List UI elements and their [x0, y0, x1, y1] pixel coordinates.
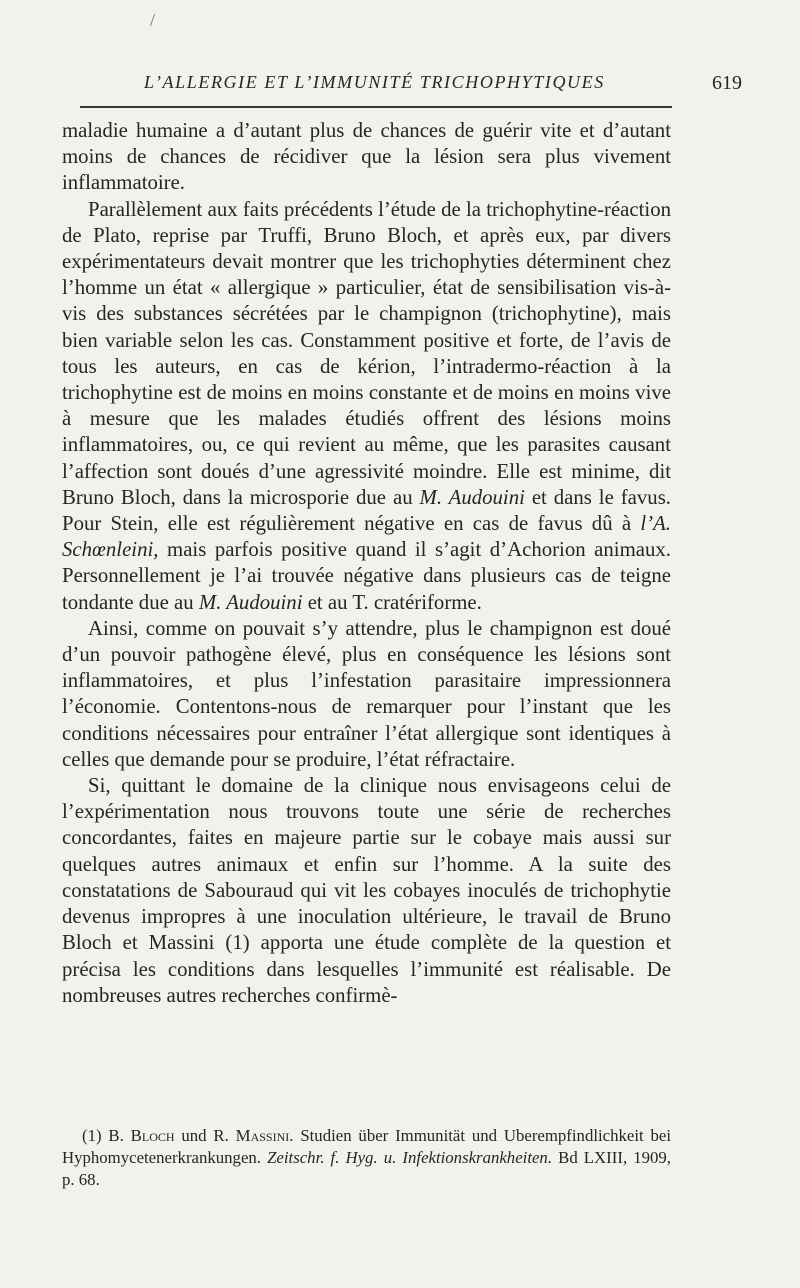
taxon-italic: l’A. Schœnleini,: [62, 512, 671, 562]
running-title: L’ALLERGIE ET L’IMMUNITÉ TRICHOPHYTIQUES: [144, 72, 605, 92]
margin-mark: /: [150, 10, 156, 30]
taxon-italic: M. Audouini: [198, 590, 303, 614]
footnote-text: (1) B. Bloch und R. Massini. Studien über Immunität und Uberempfindlichkeit bei Hyphomycetenerkrankungen. Zeitschr. f. Hyg. u. Infektionskrankheiten. Bd LXIII, 1909, p. 68.: [62, 1126, 672, 1189]
paragraph-2: Parallèlement aux faits précédents l’étude de la trichophytine-réaction de Plato, reprise par Truffi, Bruno Bloch, et après eux, par divers expérimentateurs devait montrer que les trichophyties déterminent chez l’homme un état « allergique » particulier, état de sensibilisation vis-à-vis des substances sécrétées par le champignon (trichophytine), mais bien variable selon les cas. Constamment positive et forte, de l’avis de tous les auteurs, en cas de kérion, l’intradermo-réaction à la trichophytine est de moins en moins constante et de moins en moins vive à mesure que les malades étudiés offrent des lésions moins inflammatoires, ou, ce qui revient au même, que les parasites causant l’affection sont doués d’une agressivité moindre. Elle est minime, dit Bruno Bloch, dans la microsporie due au M. Audouini et dans le favus. Pour Stein, elle est régulièrement négative en cas de favus dû à l’A. Schœnleini, mais parfois positive quand il s’agit d’Achorion animaux. Personnellement je l’ai trouvée négative dans plusieurs cas de teigne tondante due au M. Audouini et au T. cratériforme.: [62, 197, 671, 614]
paragraph-1: maladie humaine a d’autant plus de chances de guérir vite et d’autant moins de chances de récidiver que la lésion sera plus vivement inflammatoire.: [62, 119, 671, 195]
body-text: [62, 118, 671, 1009]
footnote-author: Massini.: [235, 1126, 294, 1145]
paragraph-4: Si, quittant le domaine de la clinique nous envisageons celui de l’expérimentation nous trouvons toute une série de recherches concordantes, faites en majeure partie sur le cobaye mais aussi sur quelques autres animaux et enfin sur l’homme. A la suite des constatations de Sabouraud qui vit les cobayes inoculés de trichophytie devenus impropres à une inoculation ultérieure, le travail de Bruno Bloch et Massini (1) apporta une étude complète de la question et précisa les conditions dans lesquelles l’immunité est réalisable. De nombreuses autres recherches confirmè-: [62, 774, 671, 1007]
footnote-author: Bloch: [130, 1126, 175, 1145]
paragraph-3: Ainsi, comme on pouvait s’y attendre, plus le champignon est doué d’un pouvoir pathogène élevé, plus en conséquence les lésions sont inflammatoires, et plus l’infestation parasitaire impressionnera l’économie. Contentons-nous de remarquer pour l’instant que les conditions nécessaires pour entraîner l’état allergique sont identiques à celles que demande pour se produire, l’état réfractaire.: [62, 616, 671, 771]
page-number: 619: [712, 72, 742, 94]
page-header: [62, 72, 742, 104]
taxon-italic: M. Audouini: [419, 485, 525, 509]
journal-title: Zeitschr. f. Hyg. u. Infektionskrankheiten.: [267, 1148, 553, 1167]
header-rule: [80, 106, 672, 108]
footnote: [62, 1125, 671, 1191]
